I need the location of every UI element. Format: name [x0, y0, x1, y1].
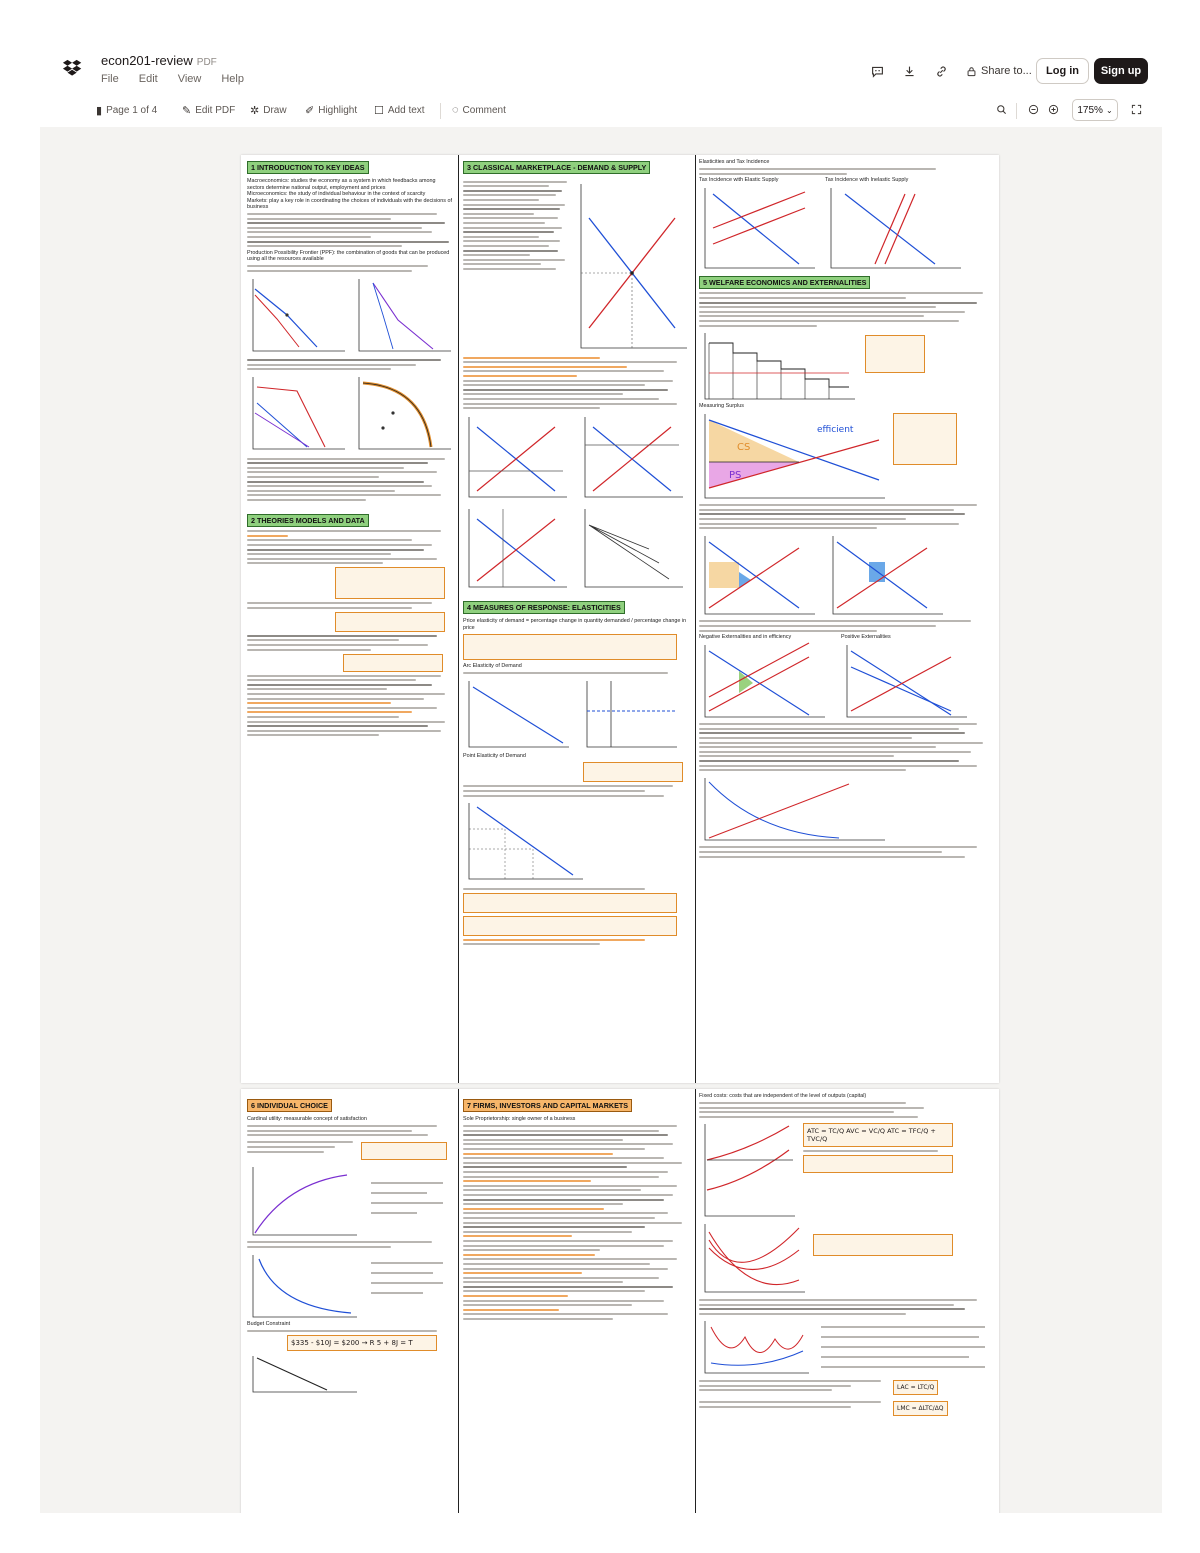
- formula-box: [335, 612, 445, 632]
- price-control-graphs: [463, 413, 691, 503]
- signup-button[interactable]: Sign up: [1094, 58, 1148, 84]
- p2-column-3: [699, 1089, 995, 1513]
- surplus-step-graph-row: [699, 329, 995, 403]
- zoom-value: 175%: [1077, 104, 1103, 116]
- text-pos-ext: Positive Externalities: [841, 634, 891, 641]
- efficient-label: efficient: [817, 424, 854, 435]
- cross-elasticity-box: [463, 893, 677, 913]
- tax-incidence-graphs: [699, 177, 995, 272]
- zoom-in-icon[interactable]: [1048, 104, 1059, 115]
- total-expenditure-graph: [463, 799, 673, 885]
- sidebar-toggle-icon: ▮: [96, 105, 103, 117]
- ppf-graph-4: [353, 373, 453, 455]
- document-viewer[interactable]: [40, 127, 1162, 1513]
- menu-file[interactable]: File: [101, 73, 119, 85]
- section-heading: 6 INDIVIDUAL CHOICE: [247, 1099, 332, 1112]
- text-neg-ext: Negative Externalities and in efficiency: [699, 634, 792, 641]
- linear-demand-graph: [463, 677, 573, 753]
- section-heading: 7 FIRMS, INVESTORS AND CAPITAL MARKETS: [463, 1099, 632, 1112]
- login-button[interactable]: Log in: [1036, 58, 1089, 84]
- share-button[interactable]: [966, 65, 1032, 77]
- menu-bar: [101, 73, 244, 85]
- lmc-row: [699, 1398, 995, 1419]
- atc-formula-box: ATC = TC/Q AVC = VC/Q ATC = TFC/Q + TVC/Q: [803, 1123, 953, 1147]
- text-arc-elasticity: Arc Elasticity of Demand: [463, 663, 522, 670]
- cost-graph-row: [699, 1120, 995, 1220]
- elasticity-graphs: [463, 677, 691, 753]
- text-elasticity-formula: Price elasticity of demand = percentage change in quantity demanded / percentage change in price: [463, 618, 687, 631]
- draw-label: Draw: [263, 105, 287, 116]
- add-text-button[interactable]: [374, 104, 425, 117]
- dropbox-logo[interactable]: [62, 58, 84, 80]
- file-title[interactable]: [101, 53, 217, 68]
- tax-efficiency-graphs: [699, 532, 995, 618]
- pdf-page-1: [241, 155, 999, 1083]
- text-point-elasticity: Point Elasticity of Demand: [463, 752, 526, 759]
- unitary-elasticity-graph: [581, 677, 681, 753]
- p2-column-2: [463, 1089, 691, 1513]
- market-demand-graph: [579, 505, 687, 593]
- demand-curve-graph: [247, 1251, 447, 1321]
- column-divider: [695, 155, 696, 1083]
- text-tax-elastic: Tax Incidence with Elastic Supply: [699, 177, 779, 184]
- ppf-graph-2: [353, 275, 453, 357]
- highlight-button[interactable]: [305, 104, 357, 117]
- negative-externality-graph: [699, 641, 829, 721]
- toolbar-divider: [1016, 103, 1017, 119]
- externality-graphs: [699, 634, 995, 721]
- draw-button[interactable]: [250, 104, 287, 117]
- column-divider: [458, 1089, 459, 1513]
- total-cost-graph: [699, 1120, 799, 1220]
- cs-ps-formula-box: [893, 413, 957, 465]
- comment-tool-button[interactable]: [452, 104, 506, 116]
- mu-formula-box: [361, 1142, 447, 1160]
- speech-bubble-icon: ◌: [452, 104, 459, 116]
- highlighter-icon: ✐: [305, 105, 315, 117]
- point-elasticity-box: [583, 762, 683, 782]
- app-header: [0, 0, 1200, 96]
- ppf-graph-3: [247, 373, 347, 455]
- tax-elastic-graph: [699, 184, 819, 272]
- text-measuring-surplus: Measuring Surplus: [699, 403, 744, 410]
- file-ext: PDF: [196, 57, 217, 68]
- highlight-label: Highlight: [318, 105, 358, 116]
- text-elasticity-title: Elasticities and Tax Incidence: [699, 159, 770, 165]
- file-name: econ201-review: [101, 53, 193, 68]
- long-run-cost-graph: [699, 1317, 989, 1377]
- menu-edit[interactable]: Edit: [138, 73, 158, 85]
- comment-icon[interactable]: [866, 60, 888, 82]
- ppf-graphs-2: [247, 373, 453, 455]
- positive-externality-graph: [841, 641, 971, 721]
- column-divider: [695, 1089, 696, 1513]
- price-floor-graph: [579, 413, 687, 503]
- text-macro: Macroeconomics: studies the economy as a system in which feedbacks among sectors determine national output, employment and prices: [247, 178, 436, 191]
- column-divider: [458, 155, 459, 1083]
- share-label: Share to...: [981, 65, 1032, 77]
- surplus-formula-box: [865, 335, 925, 373]
- edit-pdf-button[interactable]: [182, 104, 235, 117]
- zoom-select[interactable]: [1072, 99, 1118, 121]
- pencil-icon: ✎: [182, 105, 192, 117]
- toolbar-divider: [440, 103, 441, 119]
- budget-graph: [247, 1354, 447, 1394]
- zoom-out-icon[interactable]: [1028, 104, 1039, 115]
- cs-label: CS: [737, 441, 751, 453]
- lrac-formula-box: LAC = LTC/Q: [893, 1380, 938, 1395]
- surplus-graph-row: [699, 410, 995, 502]
- section-heading: 2 THEORIES MODELS AND DATA: [247, 514, 369, 527]
- edit-pdf-label: Edit PDF: [195, 105, 236, 116]
- p2-column-1: [247, 1089, 453, 1513]
- demand-supply-graph: [575, 178, 691, 354]
- surplus-step-graph: [699, 329, 859, 403]
- text-cardinal: Cardinal utility: measurable concept of satisfaction: [247, 1116, 367, 1122]
- lock-icon: [966, 66, 977, 77]
- budget-equation: $335 - $10J = $200 → R 5 + 8J = T: [287, 1335, 437, 1351]
- mc-atc-box: [813, 1234, 953, 1256]
- total-utility-graph: [247, 1163, 447, 1239]
- column-3: [699, 155, 995, 1083]
- section-heading: 4 MEASURES OF RESPONSE: ELASTICITIES: [463, 601, 625, 614]
- taxation-supply-graph: [827, 532, 947, 618]
- fullscreen-icon[interactable]: [1131, 104, 1142, 115]
- elasticity-formula-box: [463, 634, 677, 660]
- average-cost-row: [699, 1220, 995, 1296]
- text-budget: Budget Constraint: [247, 1320, 291, 1327]
- draw-icon: ✲: [250, 105, 260, 117]
- ppf-graph-1: [247, 275, 347, 357]
- search-icon[interactable]: [996, 104, 1007, 115]
- mc-formula-box: [803, 1155, 953, 1173]
- price-ceiling-graph: [463, 413, 571, 503]
- download-icon[interactable]: [898, 60, 920, 82]
- text-ppf: Production Possibility Frontier (PPF): the combination of goods that can be produced using all the resources available: [247, 249, 450, 263]
- pdf-toolbar: [0, 96, 1200, 126]
- measuring-surplus-graph: [699, 410, 889, 502]
- page-indicator[interactable]: [96, 104, 157, 117]
- add-text-label: Add text: [387, 105, 425, 116]
- section-heading: 3 CLASSICAL MARKETPLACE - DEMAND & SUPPLY: [463, 161, 650, 174]
- text-tax-inelastic: Tax Incidence with Inelastic Supply: [825, 177, 909, 184]
- text-box-icon: ☐: [374, 105, 384, 117]
- pollution-graph: [699, 774, 889, 844]
- lrac-row: [699, 1377, 995, 1398]
- header-actions: [866, 60, 1032, 82]
- income-elasticity-box: [463, 916, 677, 936]
- link-icon[interactable]: [930, 60, 952, 82]
- text-markets: Markets: play a key role in coordinating the choices of individuals with the decisions of business: [247, 197, 452, 210]
- section-heading: 5 WELFARE ECONOMICS AND EXTERNALITIES: [699, 276, 870, 289]
- tax-inelastic-graph: [825, 184, 965, 272]
- lmc-formula-box: LMC = ΔLTC/ΔQ: [893, 1401, 948, 1416]
- section-heading: 1 INTRODUCTION TO KEY IDEAS: [247, 161, 369, 174]
- chevron-down-icon: ⌄: [1105, 105, 1113, 115]
- menu-help[interactable]: Help: [221, 73, 244, 85]
- formula-box: [343, 654, 443, 672]
- page-indicator-label: Page 1 of 4: [106, 105, 158, 116]
- text-micro: Microeconomics: the study of individual behaviour in the context of scarcity: [247, 191, 426, 197]
- pdf-page-2: [241, 1089, 999, 1513]
- comment-tool-label: Comment: [462, 104, 506, 116]
- text-sole: Sole Proprietorship: single owner of a business: [463, 1116, 576, 1122]
- quota-graphs: [463, 505, 691, 593]
- text-fixed-costs: Fixed costs: costs that are independent of the level of outputs (capital): [699, 1093, 867, 1099]
- average-cost-graph: [699, 1220, 809, 1296]
- marginal-utility-row: [247, 1139, 453, 1163]
- efficiency-cost-graph: [699, 532, 819, 618]
- formula-box: [335, 567, 445, 599]
- column-1: [247, 155, 453, 1083]
- ps-label: PS: [729, 469, 742, 481]
- menu-view[interactable]: View: [177, 73, 202, 85]
- ppf-graphs: [247, 275, 453, 357]
- quota-graph: [463, 505, 571, 593]
- column-2: [463, 155, 691, 1083]
